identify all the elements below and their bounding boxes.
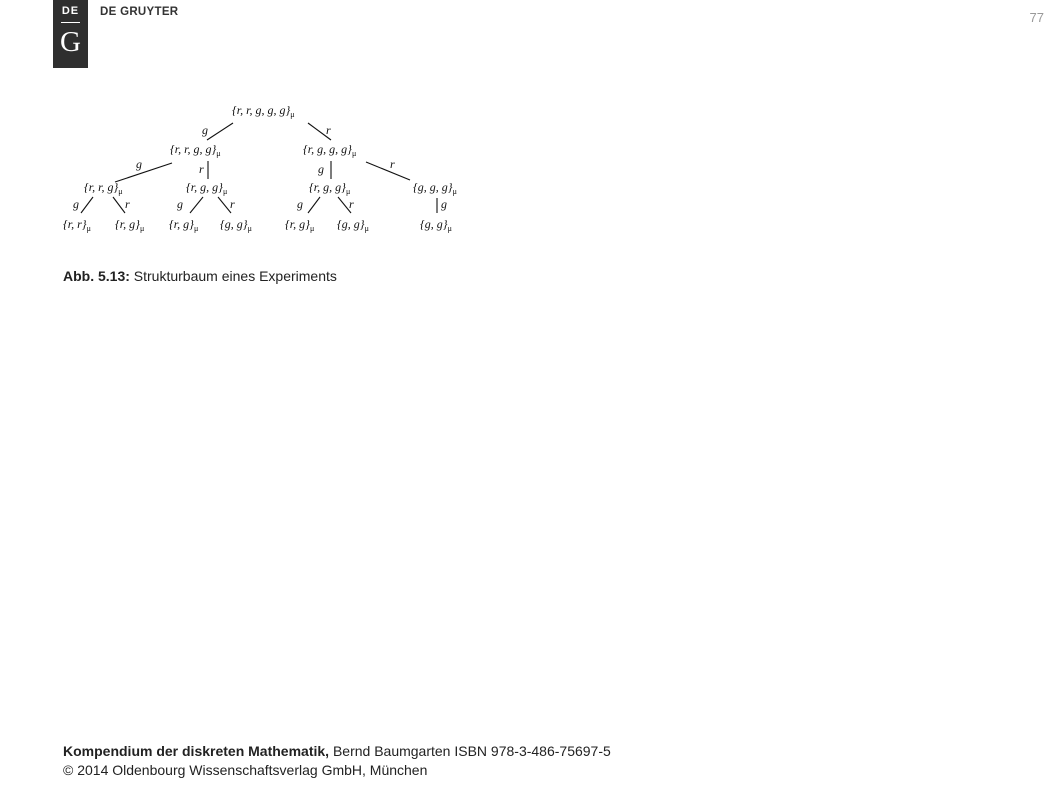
tree-node-l2-d: {g, g, $g\}_\mu$ — [413, 180, 457, 196]
tree-node-l1-right: {r, g, g, $g\}_\mu$ — [303, 142, 357, 158]
citation-line — [63, 742, 611, 761]
logo-g-text: G — [60, 26, 81, 58]
edge-a-leaf1 — [81, 197, 93, 213]
citation-footer — [63, 742, 611, 780]
edge-label-r: r — [390, 157, 395, 171]
edge-label-r: r — [125, 197, 130, 211]
copyright-line: © 2014 Oldenbourg Wissenschaftsverlag GmbH, München — [63, 762, 428, 778]
edge-label-g: g — [73, 197, 79, 211]
edge-a-leaf2 — [113, 197, 125, 213]
edge-c-leaf5 — [308, 197, 320, 213]
caption-label: Abb. 5.13: — [63, 268, 130, 284]
tree-leaf-7: {g, $g\}_\mu$ — [420, 217, 452, 233]
tree-leaf-3: {r, $g\}_\mu$ — [169, 217, 199, 233]
edge-label-g: g — [441, 197, 447, 211]
logo-divider — [61, 22, 80, 23]
publisher-name: DE GRUYTER — [100, 6, 179, 18]
edge-label-r: r — [230, 197, 235, 211]
tree-node-l2-c: {r, g, $g\}_\mu$ — [309, 180, 351, 196]
edge-label-g: g — [297, 197, 303, 211]
tree-leaf-2: {r, $g\}_\mu$ — [115, 217, 145, 233]
edge-l1left-a — [115, 163, 172, 182]
edge-root-left — [207, 123, 233, 140]
tree-leaf-5: {r, $g\}_\mu$ — [285, 217, 315, 233]
book-info: Bernd Baumgarten ISBN 978-3-486-75697-5 — [329, 743, 611, 759]
edge-l1right-d — [366, 162, 410, 180]
book-title: Kompendium der diskreten Mathematik, — [63, 743, 330, 759]
tree-node-l1-left: {r, r, g, $g\}_\mu$ — [170, 142, 221, 158]
edge-label-r: r — [199, 162, 204, 176]
edge-label-g: g — [177, 197, 183, 211]
caption-text: Strukturbaum eines Experiments — [129, 268, 337, 284]
tree-node-l2-b: {r, g, $g\}_\mu$ — [186, 180, 228, 196]
figure-caption — [63, 268, 337, 284]
tree-leaf-4: {g, $g\}_\mu$ — [220, 217, 252, 233]
tree-node-root: {r, r, g, g, $g\}_\mu$ — [232, 103, 295, 119]
de-gruyter-logo — [53, 0, 88, 68]
edge-label-r: r — [349, 197, 354, 211]
tree-leaf-1: {r, $r\}_\mu$ — [63, 217, 91, 233]
edge-b-leaf3 — [190, 197, 203, 213]
structure-tree-figure — [55, 95, 475, 240]
logo-de-text: DE — [61, 5, 80, 17]
page-number: 77 — [1029, 10, 1044, 25]
tree-node-l2-a: {r, r, $g\}_\mu$ — [84, 180, 123, 196]
tree-leaf-6: {g, $g\}_\mu$ — [337, 217, 369, 233]
edge-label-g: g — [318, 162, 324, 176]
edge-label-r: r — [326, 123, 331, 137]
edge-label-g: g — [202, 123, 208, 137]
edge-label-g: g — [136, 157, 142, 171]
